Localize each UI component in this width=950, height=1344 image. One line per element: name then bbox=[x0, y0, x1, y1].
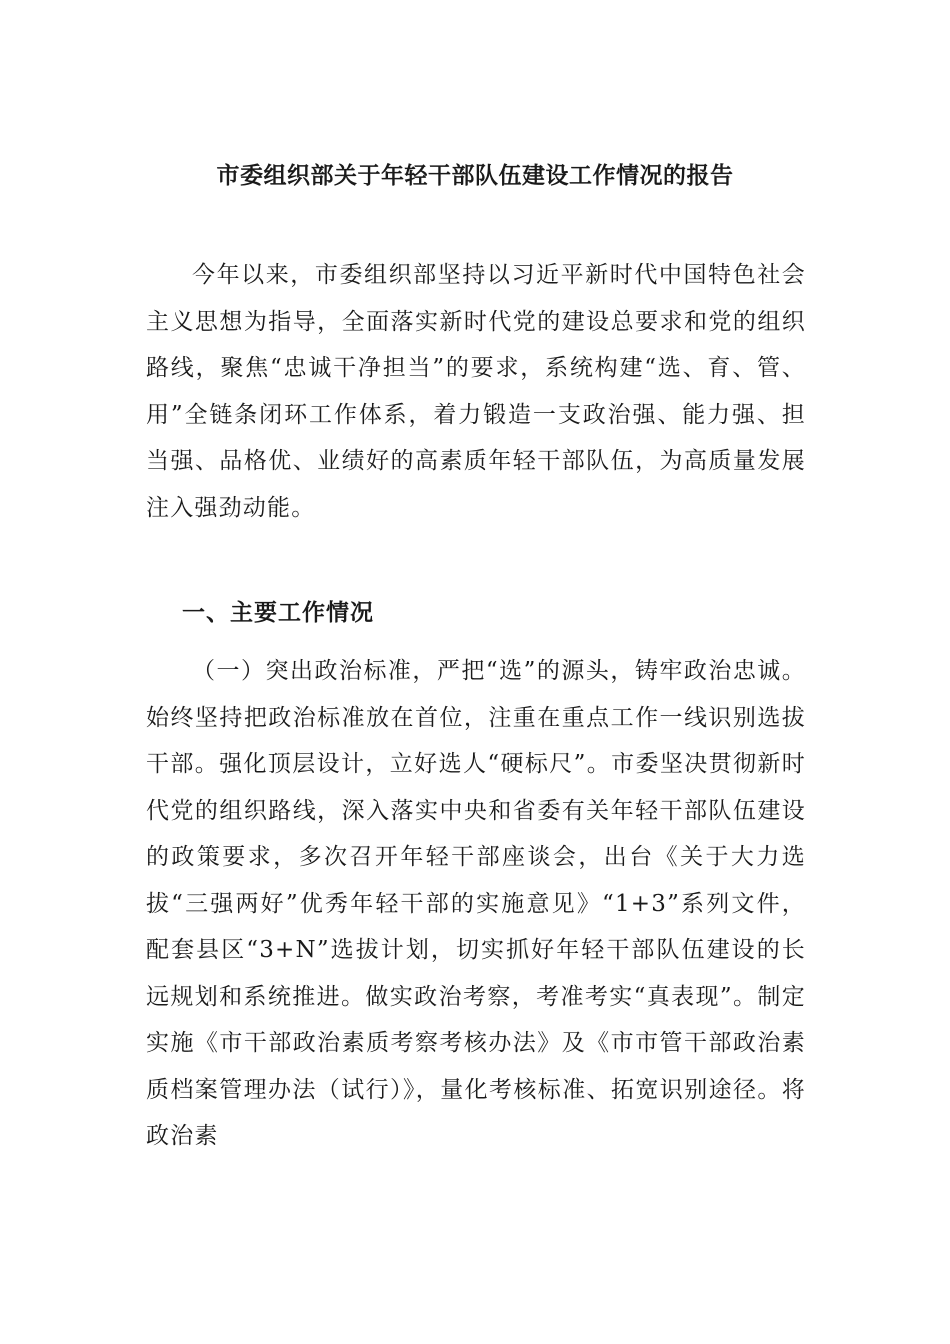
document-title: 市委组织部关于年轻干部队伍建设工作情况的报告 bbox=[216, 162, 734, 189]
section-heading: 一、主要工作情况 bbox=[182, 599, 374, 626]
intro-paragraph: 今年以来，市委组织部坚持以习近平新时代中国特色社会主义思想为指导，全面落实新时代党的建设总要求和党的组织路线，聚焦“忠诚干净担当”的要求，系统构建“选、育、管、用”全链条闭环工作体系，着力锻造一支政治强、能力强、担当强、品格优、业绩好的高素质年轻干部队伍，为高质量发展注入强劲动能。 bbox=[146, 262, 806, 521]
section-paragraph: （一）突出政治标准，严把“选”的源头，铸牢政治忠诚。始终坚持把政治标准放在首位，注重在重点工作一线识别选拔干部。强化顶层设计，立好选人“硬标尺”。市委坚决贯彻新时代党的组织路线，深入落实中央和省委有关年轻干部队伍建设的政策要求，多次召开年轻干部座谈会，出台《关于大力选拔“三强两好”优秀年轻干部的实施意见》“1+3”系列文件，配套县区“3+N”选拔计划，切实抓好年轻干部队伍建设的长远规划和系统推进。做实政治考察，考准考实“真表现”。制定实施《市干部政治素质考察考核办法》及《市市管干部政治素质档案管理办法（试行）》，量化考核标准、拓宽识别途径。将政治素 bbox=[146, 658, 806, 1149]
